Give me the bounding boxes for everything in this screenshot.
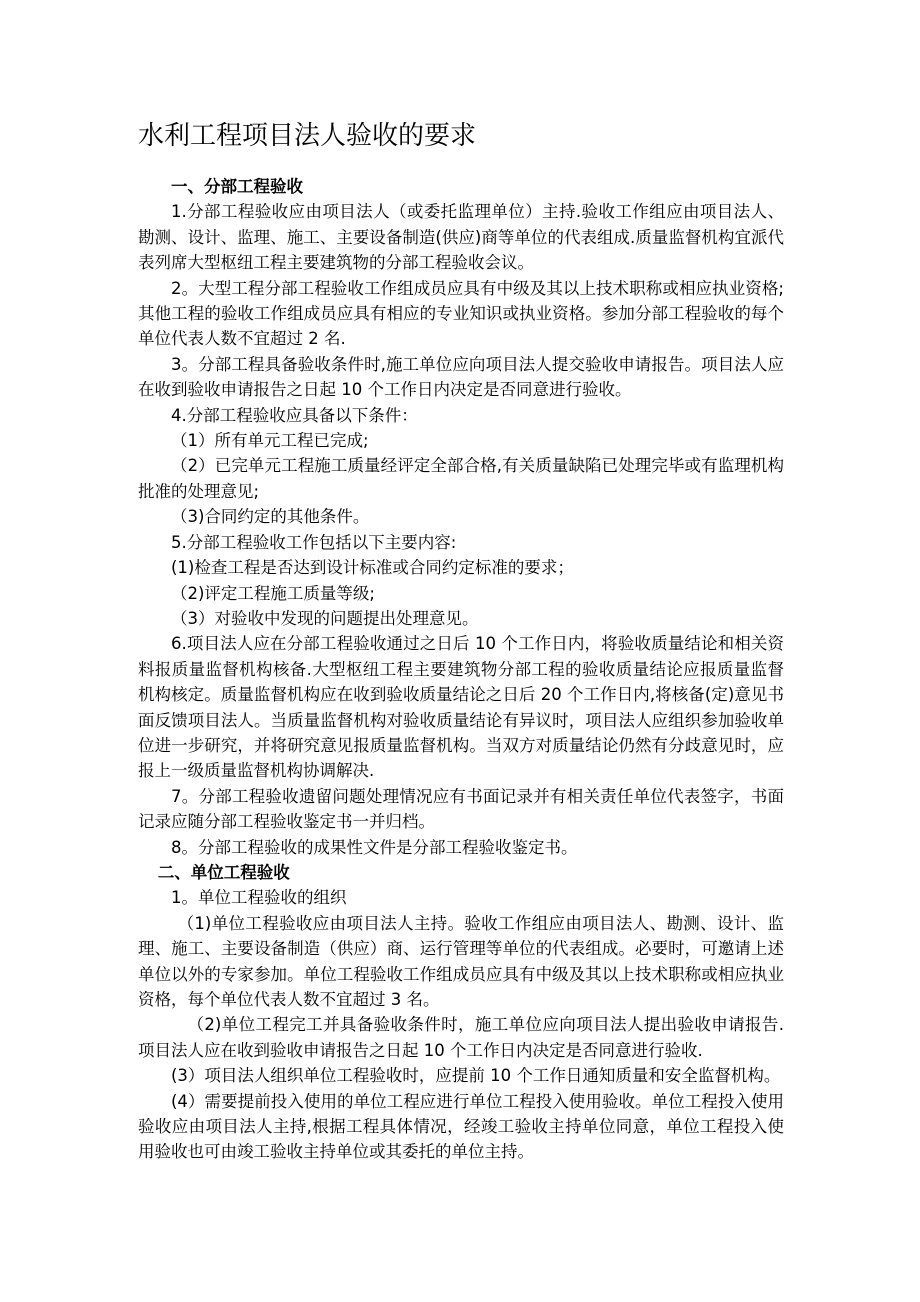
- list-item: (1)检查工程是否达到设计标准或合同约定标准的要求；: [171, 558, 574, 578]
- paragraph: 2。大型工程分部工程验收工作组成员应具有中级及其以上技术职称或相应执业资格;其他工程的验收工作组成员应具有相应的专业知识或执业资格。参加分部工程验收的每个单位代表人数不宜超过 2 名.: [138, 278, 784, 349]
- paragraph: 4.分部工程验收应具备以下条件：: [171, 405, 418, 425]
- list-item: (4）需要提前投入使用的单位工程应进行单位工程投入使用验收。单位工程投入使用验收应由项目法人主持,根据工程具体情况，经竣工验收主持单位同意，单位工程投入使用验收也可由竣工验收主持单位或其委托的单位主持。: [138, 1091, 784, 1162]
- paragraph: 8。分部工程验收的成果性文件是分部工程验收鉴定书。: [171, 837, 578, 857]
- list-item: （2)单位工程完工并具备验收条件时，施工单位应向项目法人提出验收申请报告.项目法人应在收到验收申请报告之日起 10 个工作日内决定是否同意进行验收.: [138, 1015, 784, 1060]
- list-item: （3）对验收中发现的问题提出处理意见。: [171, 608, 479, 628]
- section-heading-1: 一、分部工程验收: [171, 177, 303, 196]
- paragraph: 5.分部工程验收工作包括以下主要内容:: [171, 532, 457, 552]
- paragraph: 6.项目法人应在分部工程验收通过之日后 10 个工作日内，将验收质量结论和相关资料报质量监督机构核备.大型枢纽工程主要建筑物分部工程的验收质量结论应报质量监督机构核定。质量监督机构应在收到验收质量结论之日后 20 个工作日内,将核备(定)意见书面反馈项目法人。当质量监督机构对验收质量结论有异议时，项目法人应组织参加验收单位进一步研究，并将研究意见报质量监督机构。当双方对质量结论仍然有分歧意见时，应报上一级质量监督机构协调解决.: [138, 634, 784, 781]
- list-item: （1）所有单元工程已完成;: [171, 431, 369, 451]
- paragraph: 1.分部工程验收应由项目法人（或委托监理单位）主持.验收工作组应由项目法人、勘测、设计、监理、施工、主要设备制造(供应)商等单位的代表组成.质量监督机构宜派代表列席大型枢纽工程主要建筑物的分部工程验收会议。: [138, 202, 784, 273]
- list-item: （1)单位工程验收应由项目法人主持。验收工作组应由项目法人、勘测、设计、监理、施工、主要设备制造（供应）商、运行管理等单位的代表组成。必要时，可邀请上述单位以外的专家参加。单位工程验收工作组成员应具有中级及其以上技术职称或相应执业资格，每个单位代表人数不宜超过 3 名。: [138, 913, 784, 1009]
- section-heading-2: 二、单位工程验收: [157, 862, 290, 882]
- paragraph: 1。单位工程验收的组织: [171, 888, 347, 908]
- list-item: （2)评定工程施工质量等级;: [171, 583, 375, 603]
- paragraph: 7。分部工程验收遗留问题处理情况应有书面记录并有相关责任单位代表签字，书面记录应随分部工程验收鉴定书一并归档。: [138, 786, 784, 832]
- list-item: (3）项目法人组织单位工程验收时，应提前 10 个工作日通知质量和安全监督机构。: [171, 1066, 781, 1086]
- document-body: [138, 174, 784, 1165]
- list-item: （3)合同约定的其他条件。: [171, 507, 370, 527]
- list-item: （2）已完单元工程施工质量经评定全部合格,有关质量缺陷已处理完毕或有监理机构批准的处理意见;: [138, 456, 784, 501]
- paragraph: 3。分部工程具备验收条件时,施工单位应向项目法人提交验收申请报告。项目法人应在收到验收申请报告之日起 10 个工作日内决定是否同意进行验收。: [138, 354, 784, 400]
- document-title: 水利工程项目法人验收的要求: [138, 121, 477, 151]
